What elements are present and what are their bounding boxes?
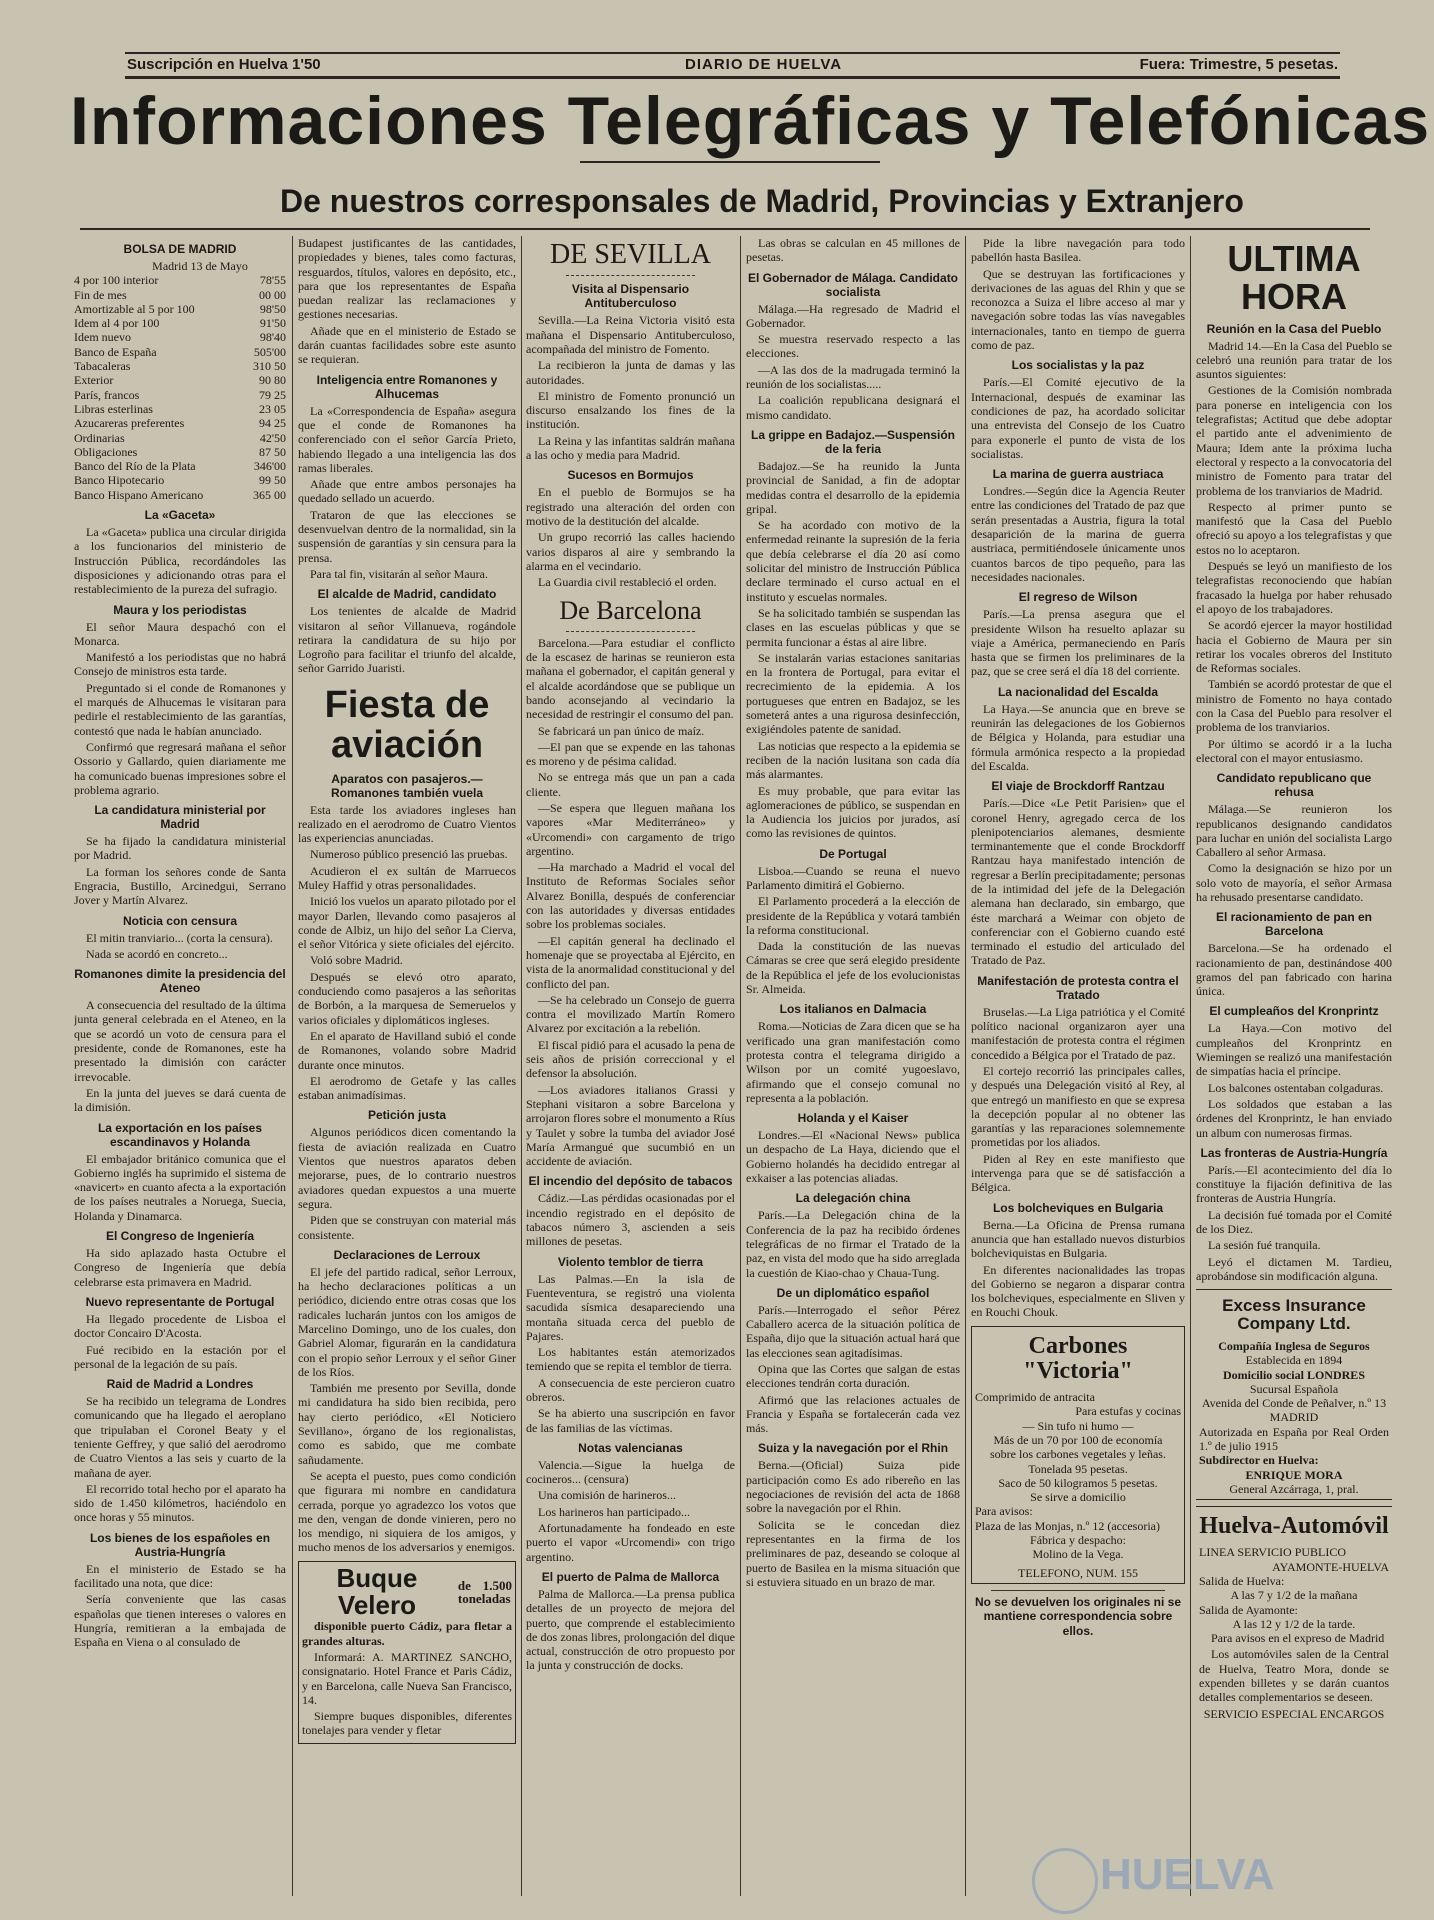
incendio-text: Cádiz.—Las pérdidas ocasionadas por el incendio registrado en el depósito de tabacos número 3, ascienden a seis millones de pesetas.: [526, 1191, 735, 1249]
stock-name: 4 por 100 interior: [74, 273, 159, 288]
marina-text: Londres.—Según dice la Agencia Reuter entre las condiciones del Tratado de paz que serán presentadas a Austria, figura la total desaparición de la marina de guerra austriaca, permitiéndosele únicamente unos cuantos barcos de tipo pequeño, para las necesidades nacionales.: [971, 484, 1185, 584]
subscription-outside: Fuera: Trimestre, 5 pesetas.: [1139, 56, 1338, 73]
automovil-line-6: A las 12 y 1/2 de la tarde.: [1232, 1616, 1356, 1631]
carbones-line-5: sobre los carbones vegetales y leñas.: [990, 1447, 1166, 1462]
subscription-local: Suscripción en Huelva 1'50: [127, 56, 321, 73]
carbones-line-9: Para avisos:: [975, 1504, 1033, 1519]
bolcheviques-text-2: En diferentes nacionalidades las tropas del Gobierno se negaron a disparar contra los bolcheviques, especialmente en Sliven y en Rouchi Chouk.: [971, 1262, 1185, 1320]
barcelona-text-9: El fiscal pidió para el acusado la pena de seis años de prisión correccional y el defensor la absolución.: [526, 1037, 735, 1081]
malaga-heading: El Gobernador de Málaga. Candidato socialista: [747, 270, 959, 299]
stock-value: 98'50: [259, 301, 286, 316]
maura-text-3: Preguntado si el conde de Romanones y el marqués de Alhucemas le visitaran para pedirle el restablecimiento de las garantías, contestó que nada le habían anunciado.: [74, 680, 286, 738]
stock-name: Banco Hipotecario: [74, 473, 165, 488]
excess-line-1: Compañía Inglesa de Seguros: [1218, 1338, 1370, 1353]
stock-value: 365 00: [253, 487, 286, 502]
carbones-line-10: Plaza de las Monjas, n.º 12 (accesoria): [975, 1518, 1160, 1533]
casa-pueblo-text-1: Madrid 14.—En la Casa del Pueblo se celebró una reunión para tratar de los asuntos siguientes:: [1196, 338, 1392, 382]
column-3: [526, 236, 735, 1901]
barcelona-title: De Barcelona: [559, 596, 702, 626]
congreso-heading: El Congreso de Ingeniería: [105, 1229, 255, 1244]
lerroux-text-3: Se acepta el puesto, pues como condición que figurara mi nombre en candidatura cerrada, porque yo agradezco los votos que me den, vengan de donde vinieren, pero no los mendigo, ni siquiera de los amigos, y mucho menos de los adversarios y enemigos.: [298, 1468, 516, 1555]
kronprintz-text-2: Los balcones ostentaban colgaduras.: [1208, 1080, 1384, 1095]
bormujos-text-1: En el pueblo de Bormujos se ha registrado una alteración del orden con motivo de la destitución del alcalde.: [526, 485, 735, 528]
carbones-line-6: Tonelada 95 pesetas.: [1028, 1461, 1128, 1476]
stock-row: [74, 288, 286, 302]
col5-text-1: Que se destruyan las fortificaciones y derivaciones de las aguas del Rhin y que se reconozca a Suiza el libre acceso al mar y navegación sobre todas las vías navegables internacionales, tanto en tiempo de guerra como de paz.: [971, 266, 1185, 353]
visita-heading: Visita al Dispensario Antituberculoso: [571, 282, 690, 311]
diplomatico-text-2: Opina que las Cortes que salgan de estas elecciones tendrán corta duración.: [746, 1362, 960, 1391]
maura-text-2: Manifestó a los periodistas que no habrá Consejo de ministros esta tarde.: [74, 650, 286, 679]
romanones-text-2: En la junta del jueves se dará cuenta de la dimisión.: [74, 1085, 286, 1115]
raid-heading: Raid de Madrid a Londres: [106, 1377, 254, 1392]
alcalde-text: Los tenientes de alcalde de Madrid visitaron al señor Villanueva, rogándole retirara la candidatura de su hijo por Logroño para facilitar el triunfo del alcalde, señor Garrido Juaristi.: [298, 604, 516, 676]
carbones-line-2: Para estufas y cocinas: [1075, 1404, 1181, 1419]
bormujos-text-2: Un grupo recorrió las calles haciendo varios disparos al aire y sembrando la alarma en el vecindario.: [526, 530, 735, 573]
fronteras-text-2: La decisión fué tomada por el Comité de los Diez.: [1196, 1207, 1392, 1237]
divider: [991, 1590, 1165, 1591]
manifestacion-heading: Manifestación de protesta contra el Tratado: [977, 973, 1179, 1002]
republicano-text-1: Málaga.—Se reunieron los republicanos designando candidatos para luchar en unión del socialista Largo Caballero al señor Armasa.: [1196, 802, 1392, 860]
automovil-line-7: Para avisos en el expreso de Madrid: [1211, 1631, 1385, 1646]
carbones-line-1: Comprimido de antracita: [975, 1390, 1095, 1405]
palma-heading: El puerto de Palma de Mallorca: [541, 1569, 720, 1584]
col2-text-1: Añade que en el ministerio de Estado se darán cuantas facilidades sobre este asunto se requieran.: [298, 323, 516, 367]
stock-row: [74, 488, 286, 502]
column-5: [971, 236, 1185, 1901]
stock-row: [74, 416, 286, 430]
racionamiento-text: Barcelona.—Se ha ordenado el racionamiento de pan, destinándose 400 gramos del pan fabricado con harina única.: [1196, 941, 1392, 999]
stock-name: Amortizable al 5 por 100: [74, 301, 195, 316]
racionamiento-heading: El racionamiento de pan en Barcelona: [1215, 910, 1373, 939]
congreso-text: Ha sido aplazado hasta Octubre el Congreso de Ingeniería que debía celebrarse esta primavera en Madrid.: [74, 1246, 286, 1289]
stock-name: Ordinarias: [74, 430, 125, 445]
inteligencia-text-2: Añade que entre ambos personajes ha quedado sellado un acuerdo.: [298, 477, 516, 506]
library-seal-icon: [1032, 1848, 1098, 1914]
buque-tonnage: de 1.500 toneladas: [457, 1578, 512, 1607]
column-4: [746, 236, 960, 1901]
stock-row: [74, 359, 286, 373]
barcelona-text-6: —Ha marchado a Madrid el vocal del Instituto de Reformas Sociales señor Alvarez Bonilla, después de conferenciar con las autoridades y diversas entidades sobre los problemas sociales.: [526, 860, 735, 932]
section-rule: [80, 228, 1370, 230]
carbones-phone: TELEFONO, NUM. 155: [1018, 1565, 1138, 1580]
censura-text-2: Nada se acordó en concreto...: [86, 946, 228, 961]
diplomatico-text-1: París.—Interrogado el señor Pérez Caballero acerca de la situación política de España, dijo que la situación actual hará que las elecciones sean agitadísimas.: [746, 1302, 960, 1360]
buque-title: Buque Velero: [336, 1562, 418, 1621]
barcelona-text-10: —Los aviadores italianos Grassi y Stephani visitaron a sobre Barcelona y arrojaron flores sobre el monumento a Ríus y Taulet y sobre la tumba del aviador José María Armangué que sucumbió en un accidente de aviación.: [526, 1082, 735, 1169]
stock-value: 91'50: [259, 316, 286, 331]
stock-row: [74, 316, 286, 330]
column-separator: [740, 236, 741, 1896]
fronteras-text-3: La sesión fué tranquila.: [1208, 1238, 1321, 1253]
stock-value: 78'55: [259, 273, 286, 288]
bienes-heading: Los bienes de los españoles en Austria-Hungría: [89, 1530, 271, 1559]
column-6: [1196, 236, 1392, 1901]
carbones-line-11: Fábrica y despacho:: [1030, 1533, 1126, 1548]
visita-text-2: La recibieron la junta de damas y las autoridades.: [526, 358, 735, 387]
stock-name: Obligaciones: [74, 444, 138, 459]
stock-row: [74, 459, 286, 473]
automovil-line-9: SERVICIO ESPECIAL ENCARGOS: [1203, 1706, 1385, 1721]
temblor-text-1: Las Palmas.—En la isla de Fuenteventura, se registró una violenta sacudida sísmica desapareciendo una montaña situada cerca del pueblo de Pajares.: [526, 1271, 735, 1343]
automovil-line-3: Salida de Huelva:: [1199, 1573, 1285, 1588]
lerroux-text-2: También me presento por Sevilla, donde mi candidatura ha sido bien recibida, pero hay cierto periódico, «El Noticiero Sevillano», órgano de los regionalistas, como es sabido, que me combate sañudamente.: [298, 1381, 516, 1467]
de-portugal-text-2: El Parlamento procederá a la elección de presidente de la República y votará también la reforma constitucional.: [746, 894, 960, 937]
excess-line-6: MADRID: [1269, 1410, 1319, 1425]
malaga-text-3: —A las dos de la madrugada terminó la reunión de los socialistas.....: [746, 362, 960, 392]
stock-name: Banco del Río de la Plata: [74, 459, 196, 474]
stock-name: Banco Hispano Americano: [74, 487, 204, 502]
stock-name: Banco de España: [74, 344, 157, 359]
carbones-line-4: Más de un 70 por 100 de economía: [993, 1432, 1163, 1447]
inteligencia-heading: Inteligencia entre Romanones y Alhucemas: [316, 372, 498, 401]
automovil-line-5: Salida de Ayamonte:: [1199, 1602, 1298, 1617]
socialistas-text: París.—El Comité ejecutivo de la Internacional, después de examinar las condiciones de paz, ha acordado solicitar una entrevista del Consejo de los Cuatro para exponerle el punto de vista de los socialistas.: [971, 375, 1185, 461]
excess-line-8: Subdirector en Huelva:: [1199, 1453, 1319, 1468]
grippe-text-2: Se ha acordado con motivo de la enfermedad reinante la supresión de la feria que debía celebrarse el día 20 así como solicitar del ministro de Instrucción Pública declare terminado el curso actual en el instituto y escuelas normales.: [746, 518, 960, 604]
temblor-text-2: Los habitantes están atemorizados temiendo que se repita el temblor de tierra.: [526, 1345, 735, 1374]
excess-insurance-ad: [1196, 1289, 1392, 1500]
manifestacion-text-1: Bruselas.—La Liga patriótica y el Comité político nacional organizaron ayer una manifestación de protesta contra el régimen concedido a Bélgica por el Tratado de paz.: [971, 1004, 1185, 1062]
aparatos-text-6: Después se elevó otro aparato, conduciendo como pasajeros a las señoritas de Borbón, a la marquesa de Semeruelos y varios oficiales y diplomáticos ingleses.: [298, 969, 516, 1027]
peticion-heading: Petición justa: [367, 1108, 447, 1123]
stock-row: [74, 302, 286, 316]
portugal-rep-text-2: Fué recibido en la estación por el personal de la legación de su país.: [74, 1342, 286, 1371]
stock-value: 87 50: [259, 444, 286, 459]
huelva-automovil-ad: [1196, 1506, 1392, 1724]
maura-text-1: El señor Maura despachó con el Monarca.: [74, 619, 286, 648]
aparatos-text-5: Voló sobre Madrid.: [310, 953, 403, 968]
fronteras-heading: Las fronteras de Austria-Hungría: [1200, 1145, 1388, 1160]
excess-line-9: ENRIQUE MORA: [1245, 1467, 1343, 1482]
candidatura-text-1: Se ha fijado la candidatura ministerial por Madrid.: [74, 834, 286, 863]
censura-text-1: El mitin tranviario... (corta la censura).: [86, 930, 273, 945]
malaga-text-2: Se muestra reservado respecto a las elecciones.: [746, 332, 960, 361]
stock-name: Idem al 4 por 100: [74, 316, 160, 331]
socialistas-heading: Los socialistas y la paz: [1011, 358, 1145, 373]
stock-value: 310 50: [253, 359, 286, 374]
newspaper-name: DIARIO DE HUELVA: [685, 56, 843, 73]
main-headline: Informaciones Telegráficas y Telefónicas: [70, 83, 1431, 159]
suiza-heading: Suiza y la navegación por el Rhin: [757, 1441, 949, 1456]
automovil-line-2: AYAMONTE-HUELVA: [1272, 1559, 1389, 1574]
suiza-text-2: Solicita se le concedan diez representantes en la firma de los preliminares de paz, deseando se coloque al puerto de Basilea en la misma situación que si estuviera situado en un brazo de mar.: [746, 1517, 960, 1589]
bolcheviques-text-1: Berna.—La Oficina de Prensa rumana anuncia que han estallado nuevos disturbios bolcheviquistas en Bulgaria.: [971, 1217, 1185, 1261]
bienes-text-2: Sería conveniente que las casas españolas que tienen intereses o valores en Hungría, remitieran a la embajada de España en Viena o al consulado de: [74, 1592, 286, 1650]
automovil-line-1: LINEA SERVICIO PUBLICO: [1199, 1545, 1347, 1560]
valencianas-text-3: Los harineros han participado...: [538, 1504, 690, 1519]
aparatos-text-1: Esta tarde los aviadores ingleses han realizado en el aerodromo de Cuatro Vientos las experiencias anunciadas.: [298, 802, 516, 846]
stock-name: Idem nuevo: [74, 330, 131, 345]
gaceta-heading: La «Gaceta»: [144, 508, 216, 523]
republicano-heading: Candidato republicano que rehusa: [1216, 771, 1372, 800]
stock-value: 23 05: [259, 401, 286, 416]
automovil-line-4: A las 7 y 1/2 de la mañana: [1230, 1588, 1358, 1603]
carbones-line-12: Molino de la Vega.: [1032, 1547, 1124, 1562]
automovil-title: Huelva-Automóvil: [1199, 1513, 1389, 1540]
automovil-line-8: Los automóviles salen de la Central de Huelva, Teatro Mora, donde se expenden billetes y se darán cuantos detalles complementarios se deseen.: [1199, 1647, 1389, 1705]
aparatos-heading: Aparatos con pasajeros.—Romanones también vuela: [330, 771, 484, 800]
excess-line-5: Avenida del Conde de Peñalver, n.º 13: [1201, 1396, 1387, 1411]
excess-line-3: Domicilio social LONDRES: [1222, 1367, 1365, 1382]
peticion-text-1: Algunos periódicos dicen comentando la fiesta de aviación realizada en Cuatro Vientos que nuestros aparatos deben mejorarse, pues, de lo contrario nuestros aviadores quedan expuestos a una muerte segura.: [298, 1125, 516, 1211]
raid-text-2: El recorrido total hecho por el aparato ha sido de 1.450 kilómetros, haciéndolo en once horas y 55 minutos.: [74, 1481, 286, 1525]
dalmacia-text: Roma.—Noticias de Zara dicen que se ha verificado una gran manifestación como protesta contra el telegrama dirigido a Wilson por un comité yugoeslavo, afirmando que el consejo comunal no representa a la población.: [746, 1019, 960, 1105]
column-separator: [965, 236, 966, 1896]
stock-name: Azucareras preferentes: [74, 416, 185, 431]
aparatos-text-8: El aerodromo de Getafe y las calles estaban animadísimas.: [298, 1073, 516, 1103]
de-portugal-heading: De Portugal: [819, 846, 887, 861]
valencianas-text-4: Afortunadamente ha fondeado en este puerto el vapor «Urcomendi» con trigo argentino.: [526, 1521, 735, 1564]
column-separator: [521, 236, 522, 1896]
valencianas-heading: Notas valencianas: [578, 1440, 683, 1455]
stock-row: [74, 330, 286, 344]
holanda-text: Londres.—El «Nacional News» publica un despacho de La Haya, diciendo que el Gobierno holandés ha decidido entregar al exkaiser a las potencias aliadas.: [746, 1128, 960, 1186]
stock-value: 90 80: [259, 373, 286, 388]
raid-text-1: Se ha recibido un telegrama de Londres comunicando que ha llegado el aeroplano que tripulaban el Coronel Beaty y el teniente Geffrey, y que salió del aerodromo de Cuatro Vientos a las seis y cuarto de la mañana de ayer.: [74, 1394, 286, 1480]
sevilla-title: DE SEVILLA: [550, 239, 711, 270]
bolsa-title: BOLSA DE MADRID: [123, 242, 237, 256]
bolsa-date: Madrid 13 de Mayo: [152, 259, 248, 273]
watermark: HUELVA: [1100, 1850, 1275, 1899]
de-portugal-text-1: Lisboa.—Cuando se reuna el nuevo Parlamento dimitirá el Gobierno.: [746, 863, 960, 892]
casa-pueblo-text-7: Por último se acordó ir a la lucha electoral con el mayor entusiasmo.: [1196, 736, 1392, 765]
visita-text-1: Sevilla.—La Reina Victoria visitó esta mañana el Dispensario Antituberculoso, acompañada del ministro de Fomento.: [526, 313, 735, 356]
grippe-text-3: Se ha solicitado también se suspendan las clases en las escuelas públicas y que se permita funcionar a éstas al aire libre.: [746, 605, 960, 649]
suiza-text-1: Berna.—(Oficial) Suiza pide participación como Es ado ribereño en las negociaciones de revisión del acta de 1868 sobre la navegación por el Rhin.: [746, 1458, 960, 1516]
bienes-text-1: En el ministerio de Estado se ha facilitado una nota, que dice:: [74, 1561, 286, 1591]
de-portugal-text-3: Dada la constitución de las nuevas Cámaras se cree que será elegido presidente de la República el jefe de los evolucionistas Sr. Almeida.: [746, 939, 960, 997]
casa-pueblo-text-2: Gestiones de la Comisión nombrada para ponerse en inteligencia con los telegrafistas; Actitud que debe adoptar el partido ante el advenimiento de Maura; Idem ante la próxima lucha electoral y respecto a la convocatoria del ministro de Fomento para tratar del problema de los tranviarios de Madrid.: [1196, 383, 1392, 498]
delegacion-china-text: París.—La Delegación china de la Conferencia de la paz ha recibido órdenes telegráficas de no firmar el Tratado de la paz, en vista del modo que ha sido arreglada la cuestión de Kiao-chao y Chaua-Tung.: [746, 1208, 960, 1280]
exportacion-heading: La exportación en los países escandinavos y Holanda: [97, 1120, 263, 1149]
diplomatico-heading: De un diplomático español: [776, 1285, 930, 1300]
peticion-text-2: Piden que se construyan con material más consistente.: [298, 1213, 516, 1242]
buque-text-3: Siempre buques disponibles, diferentes tonelajes para vender y fletar: [302, 1709, 512, 1738]
stock-value: 00 00: [259, 287, 286, 302]
visita-text-4: La Reina y las infantitas saldrán mañana a las ocho y media para Madrid.: [526, 433, 735, 463]
stock-value: 98'40: [259, 330, 286, 345]
stock-value: 505'00: [253, 344, 286, 359]
column-1: [74, 236, 286, 1901]
stock-value: 42'50: [259, 430, 286, 445]
buque-text-1: disponible puerto Cádiz, para fletar a grandes alturas.: [302, 1619, 512, 1648]
barcelona-text-7: —El capitán general ha declinado el homenaje que se proyectaba al Ejército, en vista de la anormalidad constitucional y del conflicto del pan.: [526, 933, 735, 991]
fronteras-text-1: París.—El acontecimiento del día lo constituye la fijación definitiva de las fronteras de Austria Hungría.: [1196, 1162, 1392, 1206]
visita-text-3: El ministro de Fomento pronunció un discurso ensalzando los fines de la institución.: [526, 388, 735, 432]
grippe-heading: La grippe en Badajoz.—Suspensión de la feria: [750, 427, 956, 456]
casa-pueblo-text-6: También se acordó protestar de que el ministro de Fomento no haya contado con la Casa del Pueblo para resolver el problema de los tranviarios.: [1196, 677, 1392, 735]
aparatos-text-4: Inició los vuelos un aparato pilotado por el mayor Darlen, llevando como pasajeros al conde de Albiz, un hijo del señor La Cierva, el señor Vitórica y siete oficiales del ejército.: [298, 894, 516, 952]
holanda-heading: Holanda y el Kaiser: [797, 1111, 909, 1126]
casa-pueblo-text-5: Se acordó ejercer la mayor hostilidad hacia el Gobierno de Maura per sin retirar los vocales obreros del Instituto de Reformas sociales.: [1196, 618, 1392, 676]
escalda-heading: La nacionalidad del Escalda: [997, 684, 1159, 699]
excess-line-4: Sucursal Española: [1249, 1381, 1339, 1396]
stock-name: Libras esterlinas: [74, 401, 153, 416]
lerroux-heading: Declaraciones de Lerroux: [333, 1247, 481, 1262]
romanones-heading: Romanones dimite la presidencia del Ateneo: [74, 967, 286, 996]
excess-line-2: Establecida en 1894: [1245, 1353, 1343, 1368]
portugal-rep-heading: Nuevo representante de Portugal: [85, 1294, 275, 1309]
stock-row: [74, 273, 286, 287]
headline-rule: [580, 161, 880, 163]
barcelona-text-8: —Se ha celebrado un Consejo de guerra contra el movilizado Martín Romero Alvarez por excitación a la rebelión.: [526, 992, 735, 1036]
inteligencia-text-4: Para tal fin, visitarán al señor Maura.: [310, 566, 488, 581]
stock-name: Exterior: [74, 373, 114, 388]
bormujos-heading: Sucesos en Bormujos: [567, 468, 694, 483]
inteligencia-text-3: Trataron de que las elecciones se desenvuelvan dentro de la normalidad, sin la suspensión de garantías y sin censura para la prensa.: [298, 507, 516, 565]
stock-value: 346'00: [253, 459, 286, 474]
diplomatico-text-3: Afirmó que las relaciones actuales de Francia y España se fortalecerán cada vez más.: [746, 1392, 960, 1436]
carbones-line-7: Saco de 50 kilogramos 5 pesetas.: [998, 1475, 1158, 1490]
divider: [566, 631, 695, 632]
fiesta-aviacion-title: Fiesta de aviación: [324, 683, 490, 766]
stock-value: 79 25: [259, 387, 286, 402]
censura-heading: Noticia con censura: [122, 913, 238, 928]
excess-line-7: Autorizada en España por Real Orden 1.º de julio 1915: [1199, 1424, 1389, 1453]
casa-pueblo-text-3: Respecto al primer punto se manifestó que la Casa del Pueblo ofreció su apoyo a los telegrafistas y que estos no lo aceptaron.: [1196, 499, 1392, 557]
stock-name: Fin de mes: [74, 287, 127, 302]
barcelona-text-5: —Se espera que lleguen mañana los vapores «Mar Mediterráneo» y «Urcomendi» con cargamento de trigo argentino.: [526, 801, 735, 858]
divider: [566, 275, 695, 276]
fronteras-text-4: Leyó el dictamen M. Tardieu, aprobándose sin modificación alguna.: [1196, 1254, 1392, 1283]
republicano-text-2: Como la designación se hizo por un solo voto de mayoría, el señor Armasa ha rehusado presentarse candidato.: [1196, 861, 1392, 904]
originals-notice: No se devuelven los originales ni se mantiene correspondencia sobre ellos.: [974, 1594, 1182, 1638]
aparatos-text-2: Numeroso público presenció las pruebas.: [310, 847, 508, 862]
malaga-text-1: Málaga.—Ha regresado de Madrid el Gobernador.: [746, 301, 960, 330]
column-separator: [1190, 236, 1191, 1896]
col2-text-0: Budapest justificantes de las cantidades, propiedades y bienes, tales como facturas, resguardos, títulos, valores en depósito, etc., para que los representantes de España puedan realizar las reclamaciones y gestiones necesarias.: [298, 236, 516, 322]
malaga-text-4: La coalición republicana designará el mismo candidato.: [746, 393, 960, 422]
grippe-text-1: Badajoz.—Se ha reunido la Junta provincial de Sanidad, a fin de adoptar medidas contra el desarrollo de la epidemia gripal.: [746, 458, 960, 516]
stock-value: 99 50: [259, 473, 286, 488]
excess-line-10: General Azcárraga, 1, pral.: [1229, 1481, 1359, 1496]
aparatos-text-3: Acudieron el ex sultán de Marruecos Muley Haffid y otras personalidades.: [298, 863, 516, 892]
manifestacion-text-2: El cortejo recorrió las principales calles, y después una Delegación visitó al Rey, al que entregó un manifiesto en que se expresa la decepción popular al no obtener las garantías y las reparaciones solemnemente prometidas por los aliados.: [971, 1063, 1185, 1150]
stock-row: [74, 388, 286, 402]
casa-pueblo-text-4: Después se leyó un manifiesto de los telegrafistas reconociendo que habían fracasado la huelga por haber rehusado el apoyo de los trabajadores.: [1196, 559, 1392, 616]
brockdorff-heading: El viaje de Brockdorff Rantzau: [991, 779, 1165, 794]
excess-title: Excess Insurance Company Ltd.: [1222, 1296, 1366, 1334]
candidatura-text-2: La forman los señores conde de Santa Engracia, Bustillo, Arcinedgui, Serrano Jover y Martín Alvarez.: [74, 864, 286, 908]
ultima-hora-title: ULTIMA HORA: [1227, 238, 1361, 317]
barcelona-text-3: —El pan que se expende en las tahonas es moreno y de pésima calidad.: [526, 739, 735, 769]
barcelona-text-2: Se fabricará un pan único de maíz.: [538, 723, 705, 738]
marina-heading: La marina de guerra austriaca: [992, 467, 1164, 482]
wilson-heading: El regreso de Wilson: [1018, 590, 1138, 605]
barcelona-text-4: No se entrega más que un pan a cada cliente.: [526, 770, 735, 799]
incendio-heading: El incendio del depósito de tabacos: [528, 1174, 733, 1189]
temblor-text-3: A consecuencia de este percieron cuatro obreros.: [526, 1375, 735, 1404]
carbones-line-8: Se sirve a domicilio: [1030, 1490, 1126, 1505]
manifestacion-text-3: Piden al Rey en este manifiesto que intervenga para que se dé satisfacción a Bélgica.: [971, 1151, 1185, 1195]
col5-text-0: Pide la libre navegación para todo pabellón hasta Basilea.: [971, 236, 1185, 265]
maura-heading: Maura y los periodistas: [113, 602, 247, 617]
stock-table: [74, 273, 286, 502]
stock-row: [74, 445, 286, 459]
exportacion-text: El embajador británico comunica que el Gobierno inglés ha suprimido el sistema de «navicert» en cuanto afecta a la exportación de los países neutrales a Noruega, Suecia, Holanda y Dinamarca.: [74, 1151, 286, 1223]
stock-row: [74, 402, 286, 416]
temblor-text-4: Se ha abierto una suscripción en favor de las familias de las víctimas.: [526, 1406, 735, 1435]
alcalde-heading: El alcalde de Madrid, candidato: [317, 587, 497, 602]
temblor-heading: Violento temblor de tierra: [557, 1254, 704, 1269]
carbones-title: Carbones "Victoria": [1023, 1332, 1133, 1384]
buque-text-2: Informará: A. MARTINEZ SANCHO, consignatario. Hotel France et Paris Cádiz, y en Barcelona, calle Nueva San Francisco, 14.: [302, 1649, 512, 1707]
maura-text-4: Confirmó que regresará mañana el señor Ossorio y Gallardo, quien diariamente me ha comunicado buenas impresiones sobre el problema agrario.: [74, 739, 286, 797]
valencianas-text-1: Valencia.—Sigue la huelga de cocineros... (censura): [526, 1457, 735, 1487]
carbones-ad: [971, 1326, 1185, 1584]
lerroux-text-1: El jefe del partido radical, señor Lerroux, ha hecho declaraciones políticas a un periódico, diciendo entre otras cosas que los radicales lucharán juntos con los amigos de Marcelino Domingo, uno de los cuales, don Gabriel Alomar, figurarán en la candidatura con el propio señor Lerroux y el señor Giner de los Ríos.: [298, 1264, 516, 1379]
buque-ad: [298, 1561, 516, 1744]
grippe-text-6: Es muy probable, que para evitar las aglomeraciones de público, se suspendan en la Audiencia los juicios por jurados, así como las revisiones de quintos.: [746, 783, 960, 841]
kronprintz-text-3: Los soldados que estaban a las órdenes del Kronprintz, le han enviado un album con numerosas firmas.: [1196, 1096, 1392, 1140]
brockdorff-text: París.—Dice «Le Petit Parisien» que el coronel Henry, agregado cerca de los plenipotenciarios alemanes, desmiente terminantemente que el conde Brockdorff Rantzau haya manifestado intención de regresar a Berlín precipitadamente; personas de la intimidad del jefe de la Delegación alemana han declarado, sin embargo, que éste marchará a Weimar con objeto de conferenciar con el Gobierno cuando esté terminado el estudio del articulado del Tratado de Paz.: [971, 796, 1185, 968]
bormujos-text-3: La Guardia civil restableció el orden.: [538, 575, 717, 590]
portugal-rep-text-1: Ha llegado procedente de Lisboa el doctor Concairo D'Acosta.: [74, 1311, 286, 1341]
carbones-line-3: — Sin tufo ni humo —: [1022, 1418, 1134, 1433]
valencianas-text-2: Una comisión de harineros...: [538, 1488, 676, 1503]
delegacion-china-heading: La delegación china: [795, 1191, 911, 1206]
candidatura-heading: La candidatura ministerial por Madrid: [94, 803, 266, 832]
romanones-text-1: A consecuencia del resultado de la última junta general celebrada en el Ateneo, en la que se acordó un voto de censura para el presidente, conde de Romanones, este ha presentado la dimisión con carácter irrevocable.: [74, 998, 286, 1084]
barcelona-text-1: Barcelona.—Para estudiar el conflicto de la escasez de harinas se reunieron esta mañana el gobernador, el capitán general y el alcalde acordándose que se publique un bando aconsejando al vecindario la necesidad de restringir el consumo del pan.: [526, 635, 735, 722]
inteligencia-text-1: La «Correspondencia de España» asegura que el conde de Romanones ha conferenciado con el señor García Prieto, habiendo llegado a una inteligencia las dos ramas liberales.: [298, 403, 516, 475]
stock-name: París, francos: [74, 387, 140, 402]
wilson-text: París.—La prensa asegura que el presidente Wilson ha resuelto aplazar su viaje a América, permaneciendo en París hasta que se firmen los preliminares de la paz, que se cree será el día 18 del corriente.: [971, 607, 1185, 679]
casa-pueblo-heading: Reunión en la Casa del Pueblo: [1206, 321, 1382, 336]
stock-row: [74, 345, 286, 359]
masthead-bar: [125, 52, 1340, 79]
sub-headline: De nuestros corresponsales de Madrid, Provincias y Extranjero: [280, 183, 1244, 219]
column-separator: [292, 236, 293, 1896]
grippe-text-4: Se instalarán varias estaciones sanitarias en la frontera de Portugal, para evitar el recrecimiento de la epidemia. A los portugueses que entren en Badajoz, se les someterá antes a una rigurosa desinfección, exigiéndoles patente de sanidad.: [746, 650, 960, 737]
aparatos-text-7: En el aparato de Havilland subió el conde de Romanones, volando sobre Madrid durante once minutos.: [298, 1028, 516, 1072]
col4-text-0: Las obras se calculan en 45 millones de pesetas.: [746, 236, 960, 265]
stock-name: Tabacaleras: [74, 359, 131, 374]
stock-value: 94 25: [259, 416, 286, 431]
kronprintz-text-1: La Haya.—Con motivo del cumpleaños del Kronprintz en Wiemingen se realizó una manifestación de simpatías hacia el príncipe.: [1196, 1021, 1392, 1079]
stock-row: [74, 431, 286, 445]
column-2: [298, 236, 516, 1901]
palma-text: Palma de Mallorca.—La prensa publica detalles de un proyecto de mejora del puerto, que comprende el establecimiento de dos zonas libres, prolongación del dique actual, construcción de otro propuesto por la junta y construcción de docks.: [526, 1586, 735, 1673]
escalda-text: La Haya.—Se anuncia que en breve se reunirán las delegaciones de los Gobiernos de Bélgica y Holanda, para estudiar una fórmula armónica respecto a la propiedad del Escalda.: [971, 701, 1185, 773]
dalmacia-heading: Los italianos en Dalmacia: [779, 1002, 927, 1017]
kronprintz-heading: El cumpleaños del Kronprintz: [1209, 1004, 1379, 1019]
stock-row: [74, 473, 286, 487]
stock-row: [74, 373, 286, 387]
bolcheviques-heading: Los bolcheviques en Bulgaria: [992, 1200, 1164, 1215]
grippe-text-5: Las noticias que respecto a la epidemia se reciben de la nación lusitana son cada día más alarmantes.: [746, 738, 960, 782]
gaceta-text: La «Gaceta» publica una circular dirigida a los funcionarios del ministerio de Instrucción Pública, recordándoles las disposiciones y adicionando otras para el restablecimiento de la pureza del sufragio.: [74, 525, 286, 597]
